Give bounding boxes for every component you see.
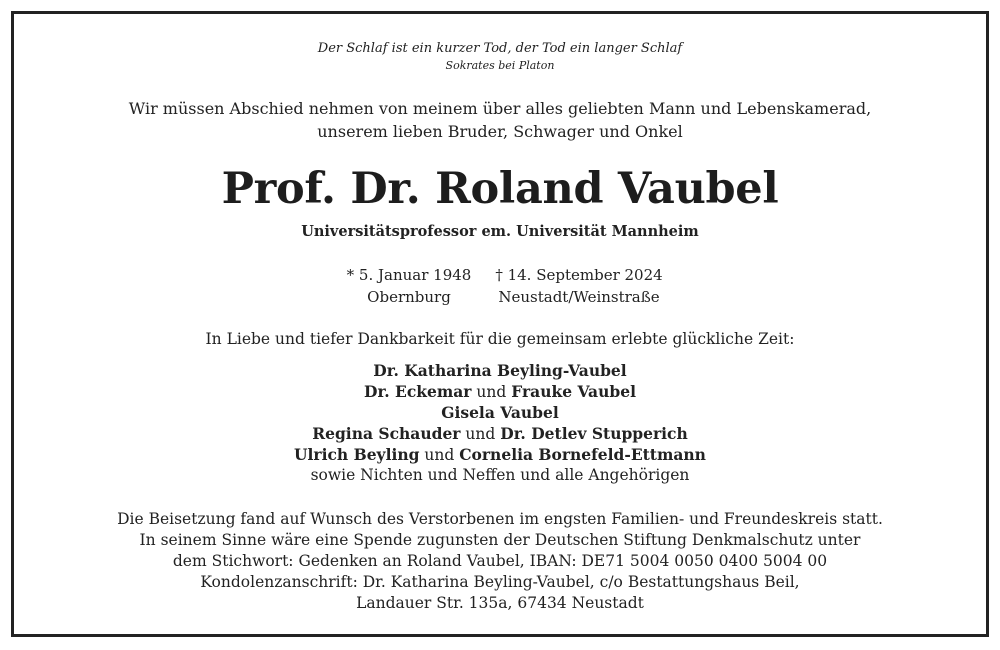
closing-line-4: Kondolenzanschrift: Dr. Katharina Beyling-Vaubel, c/o Bestattungshaus Beil, [200, 573, 800, 591]
intro-line-1: Wir müssen Abschied nehmen von meinem über alles geliebten Mann und Lebenskamerad, [128, 99, 872, 118]
deceased-title: Universitätsprofessor em. Universität Mannheim [301, 223, 699, 240]
conjunction: und [465, 425, 496, 443]
love-line: In Liebe und tiefer Dankbarkeit für die gemeinsam erlebte glückliche Zeit: [205, 330, 795, 348]
intro-line-2: unserem lieben Bruder, Schwager und Onkel [317, 122, 683, 141]
quote-source: Sokrates bei Platon [445, 59, 555, 72]
conjunction: und [424, 446, 455, 464]
death-date: † 14. September 2024 [495, 266, 663, 284]
death-block [484, 264, 674, 308]
mourner-name: Cornelia Bornefeld-Ettmann [459, 445, 706, 464]
birth-date: * 5. Januar 1948 [346, 266, 472, 284]
mourner-name: Regina Schauder [312, 424, 461, 443]
birth-place: Obernburg [367, 288, 451, 306]
death-place: Neustadt/Weinstraße [498, 288, 660, 306]
mourner-name: Ulrich Beyling [294, 445, 420, 464]
mourner-line-2 [14, 382, 986, 401]
mourner-name: Dr. Detlev Stupperich [500, 424, 688, 443]
mourner-line-1: Dr. Katharina Beyling-Vaubel [373, 361, 627, 380]
mourner-name: Frauke Vaubel [511, 382, 636, 401]
closing-line-5: Landauer Str. 135a, 67434 Neustadt [356, 594, 644, 612]
mourner-name: Dr. Eckemar [364, 382, 472, 401]
mourner-line-5 [14, 445, 986, 464]
mourner-line-3: Gisela Vaubel [441, 403, 559, 422]
birth-block [334, 264, 484, 308]
obituary-frame [11, 11, 989, 637]
closing-line-1: Die Beisetzung fand auf Wunsch des Verstorbenen im engsten Familien- und Freundeskreis statt. [117, 510, 883, 528]
conjunction: und [476, 383, 507, 401]
closing-line-3: dem Stichwort: Gedenken an Roland Vaubel, IBAN: DE71 5004 0050 0400 5004 00 [172, 552, 828, 570]
mourner-line-6: sowie Nichten und Neffen und alle Angehörigen [310, 466, 690, 484]
quote-text: Der Schlaf ist ein kurzer Tod, der Tod ein langer Schlaf [317, 41, 683, 56]
deceased-name: Prof. Dr. Roland Vaubel [221, 164, 779, 214]
closing-line-2: In seinem Sinne wäre eine Spende zugunsten der Deutschen Stiftung Denkmalschutz unter [139, 531, 861, 549]
mourner-line-4 [14, 424, 986, 443]
